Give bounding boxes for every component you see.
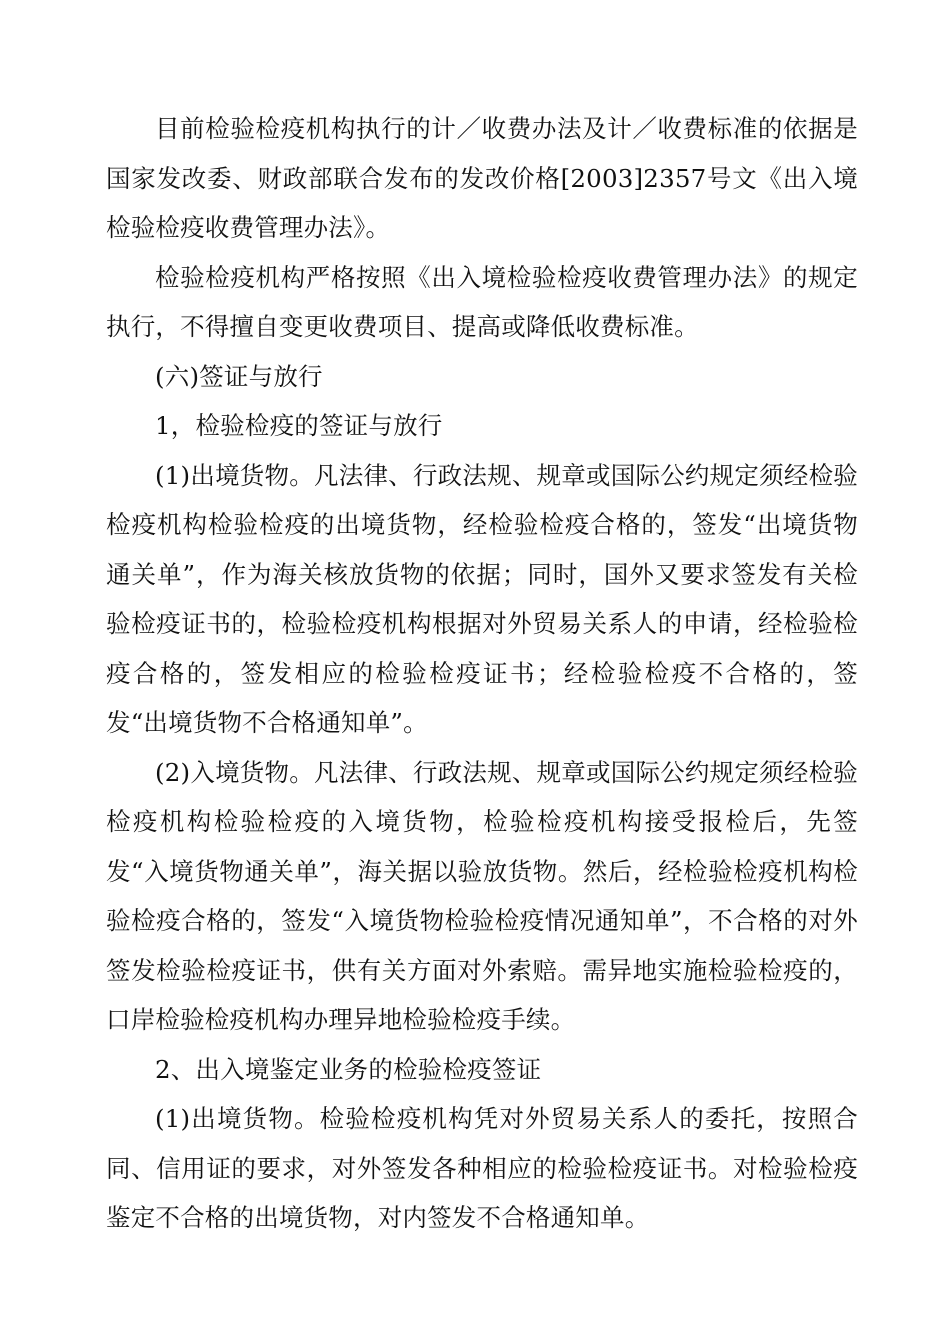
paragraph-fee-compliance: 检验检疫机构严格按照《出入境检验检疫收费管理办法》的规定执行，不得擅自变更收费项目、提高或降低收费标准。 (106, 262, 858, 341)
section-heading-visa-release: (六)签证与放行 (155, 361, 323, 391)
document-body (106, 104, 858, 1243)
paragraph-fee-basis: 目前检验检疫机构执行的计／收费办法及计／收费标准的依据是国家发改委、财政部联合发布的发改价格[2003]2357号文《出入境检验检疫收费管理办法》。 (106, 114, 858, 242)
paragraph-inbound-goods: (2)入境货物。凡法律、行政法规、规章或国际公约规定须经检验检疫机构检验检疫的入境货物，检验检疫机构接受报检后，先签发“入境货物通关单”，海关据以验放货物。然后，经检验检疫机构检验检疫合格的，签发“入境货物检验检疫情况通知单”，不合格的对外签发检验检疫证书，供有关方面对外索赔。需异地实施检验检疫的，口岸检验检疫机构办理异地检验检疫手续。 (106, 757, 858, 1034)
paragraph-outbound-goods: (1)出境货物。凡法律、行政法规、规章或国际公约规定须经检验检疫机构检验检疫的出境货物，经检验检疫合格的，签发“出境货物通关单”，作为海关核放货物的依据；同时，国外又要求签发有关检验检疫证书的，检验检疫机构根据对外贸易关系人的申请，经检验检疫合格的，签发相应的检验检疫证书；经检验检疫不合格的，签发“出境货物不合格通知单”。 (106, 460, 858, 737)
paragraph-outbound-appraisal: (1)出境货物。检验检疫机构凭对外贸易关系人的委托，按照合同、信用证的要求，对外签发各种相应的检验检疫证书。对检验检疫鉴定不合格的出境货物，对内签发不合格通知单。 (106, 1104, 858, 1232)
subsection-heading-appraisal-visa: 2、出入境鉴定业务的检验检疫签证 (155, 1054, 542, 1084)
subsection-heading-inspection-visa: 1，检验检疫的签证与放行 (155, 411, 443, 440)
